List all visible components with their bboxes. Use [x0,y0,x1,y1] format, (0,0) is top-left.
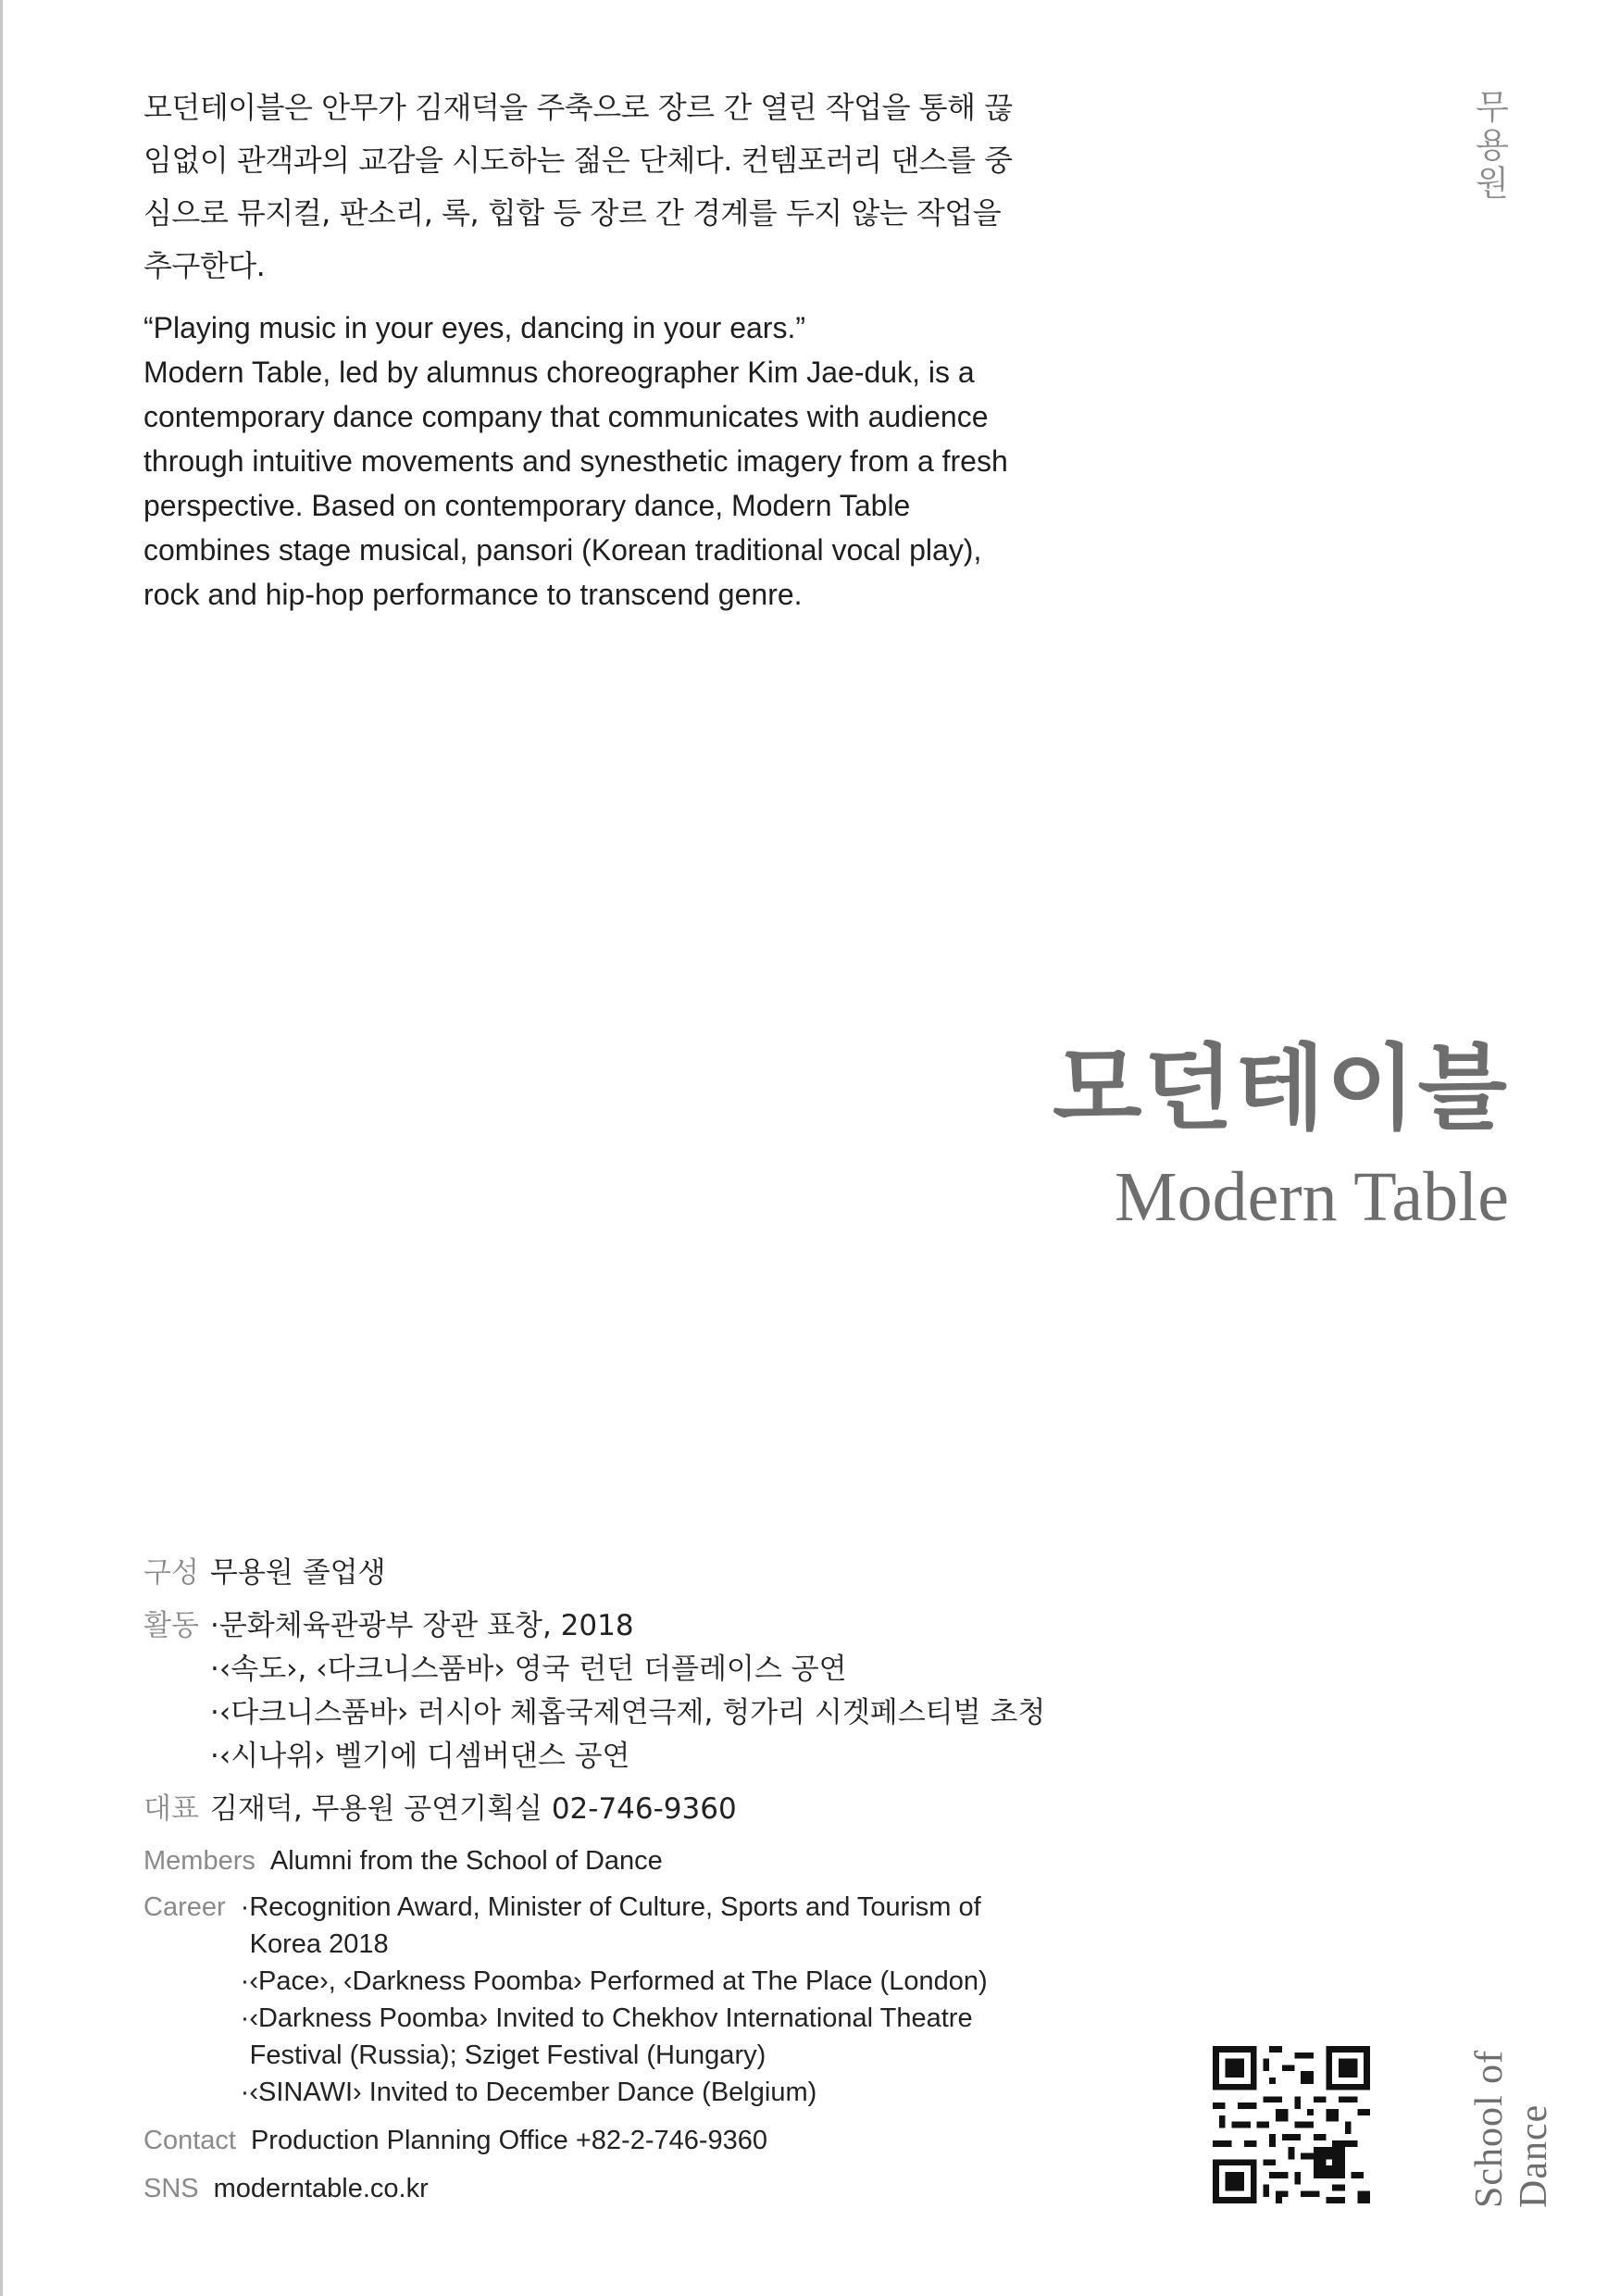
list-item: ·‹SINAWI› Invited to December Dance (Belgium) [240,2078,817,2107]
list-item: ·‹Pace›, ‹Darkness Poomba› Performed at The Place (London) [240,1966,988,1996]
label: 구성 [143,1556,199,1590]
title-block [1053,1032,1509,1242]
info-representative-ko [143,1788,1069,1831]
info-members-en [143,1842,1069,1879]
info-section [143,1552,1069,2207]
label: SNS [143,2174,199,2203]
intro-english-text [143,306,1032,617]
section-label-english: School of Dance [1468,2049,1555,2208]
intro-korean-text: 모던테이블은 안무가 김재덕을 주축으로 장르 간 열린 작업을 통해 끊임없이 관객과의 교감을 시도하는 젊은 단체다. 컨템포러리 댄스를 중심으로 뮤지컬, 판소리, 록, 힙합 등 장르 간 경계를 두지 않는 작업을 추구한다. [143,90,1013,283]
info-activities-ko [143,1604,1069,1778]
value: Production Planning Office +82-2-746-9360 [250,2126,768,2155]
list-item: ·‹Darkness Poomba› Invited to Chekhov International Theatre [240,2003,973,2033]
intro-section [143,81,1032,617]
activities-list [210,1604,1045,1778]
title-korean: 모던테이블 [1053,1033,1509,1142]
list-item: ·‹시나위› 벨기에 디셈버댄스 공연 [210,1740,630,1773]
list-item: ·문화체육관광부 장관 표창, 2018 [210,1609,634,1642]
career-list [241,1889,988,2111]
info-contact-en [143,2122,1069,2159]
info-members-ko [143,1552,1069,1595]
info-career-en [143,1889,1069,2111]
list-item: Korea 2018 [249,1929,389,1959]
intro-english-body: Modern Table, led by alumnus choreographer Kim Jae-duk, is a contemporary dance company that communicates with audience through intuitive movements and synesthetic imagery from a fresh perspective. Based on contemporary dance, Modern Table combines stage musical, pansori (Korean traditional vocal play), rock and hip-hop performance to transcend genre. [143,356,1008,611]
list-item: ·‹다크니스품바› 러시아 체홉국제연극제, 헝가리 시겟페스티벌 초청 [210,1696,1046,1729]
value: 김재덕, 무용원 공연기획실 02-746-9360 [210,1792,737,1826]
list-item: ·Recognition Award, Minister of Culture, Sports and Tourism of [240,1892,981,1922]
info-sns-en [143,2170,1069,2207]
label: 대표 [143,1792,199,1826]
section-label-korean: 무용원 [1469,89,1509,203]
page-edge-rule [0,0,3,2296]
qr-code-icon[interactable] [1213,2046,1370,2203]
list-item: ·‹속도›, ‹다크니스품바› 영국 런던 더플레이스 공연 [210,1653,847,1686]
title-english: Modern Table [1115,1158,1509,1236]
value: Alumni from the School of Dance [269,1846,663,1876]
label: Members [143,1846,255,1876]
label: Contact [143,2126,236,2155]
intro-quote: “Playing music in your eyes, dancing in your ears.” [143,311,805,344]
label: Career [143,1892,226,1922]
label: 활동 [143,1609,199,1642]
value: 무용원 졸업생 [210,1556,386,1590]
list-item: Festival (Russia); Sziget Festival (Hungary) [249,2040,766,2070]
sns-link[interactable]: moderntable.co.kr [213,2174,429,2203]
